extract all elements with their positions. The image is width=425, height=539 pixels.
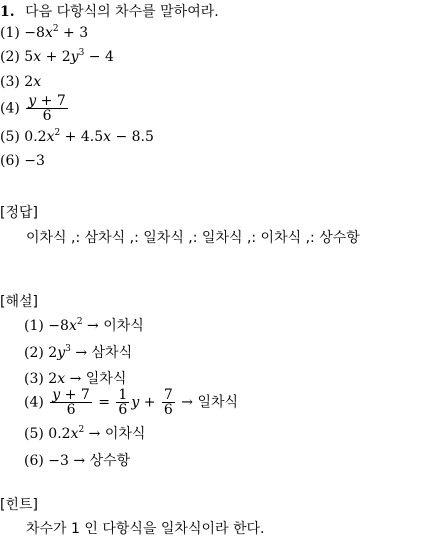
hint-heading: [힌트] (0, 497, 38, 513)
item-expression: $-8x^2$ (48, 317, 83, 334)
arrow-icon: → (181, 394, 198, 411)
item-label: (6) (24, 453, 44, 469)
question-number: 1. (0, 4, 15, 20)
item-expression: $0.2x^2$ (48, 425, 85, 442)
question-title (0, 2, 219, 22)
item-expression: $5x + 2y^3 - 4$ (24, 48, 114, 65)
item-label: (3) (0, 74, 20, 90)
item-label: (5) (24, 426, 44, 442)
question-item-1 (0, 23, 88, 43)
hint-text: 차수가 1 인 다항식을 일차식이라 한다. (26, 521, 265, 537)
variable: y (131, 394, 140, 411)
item-label: (1) (24, 318, 44, 334)
plus-sign: + (143, 394, 156, 411)
item-expression: 2x (48, 371, 66, 387)
item-label: (1) (0, 25, 20, 41)
question-item-2 (0, 47, 114, 67)
explanation-item-6 (24, 451, 130, 471)
item-label: (4) (0, 100, 20, 117)
answer-heading: [정답] (0, 205, 38, 221)
arrow-icon: → (75, 345, 92, 361)
explanation-item-5 (24, 424, 145, 444)
arrow-icon: → (73, 453, 90, 469)
explanation-item-2 (24, 343, 132, 363)
arrow-icon: → (88, 426, 105, 442)
item-expression: 2x (24, 74, 42, 90)
arrow-icon: → (69, 371, 86, 387)
item-result: 이차식 (104, 426, 146, 442)
item-label: (4) (24, 394, 44, 411)
explanation-item-1 (24, 316, 144, 336)
fraction: $\frac{7}{6}$ (163, 387, 173, 418)
item-label: (2) (24, 345, 44, 361)
item-label: (2) (0, 49, 20, 65)
item-label: (5) (0, 129, 20, 145)
equals-sign: = (98, 394, 110, 411)
item-label: (3) (24, 371, 44, 387)
item-label: (6) (0, 153, 20, 169)
fraction: $\frac{y + 7}{6}$ (28, 93, 66, 124)
item-result: 삼차식 (91, 345, 133, 361)
question-item-6 (0, 151, 45, 171)
item-expression: $-8x^2 + 3$ (24, 24, 89, 41)
question-item-5 (0, 127, 154, 147)
answer-text: 이차식 ,: 삼차식 ,: 일차식 ,: 일차식 ,: 이차식 ,: 상수항 (26, 230, 360, 246)
explanation-heading: [해설] (0, 294, 38, 310)
explanation-item-3 (24, 369, 126, 389)
item-expression: −3 (48, 453, 69, 469)
item-result: 일차식 (85, 371, 127, 387)
item-expression: $2y^3$ (48, 344, 71, 361)
question-item-3 (0, 72, 41, 92)
question-text: 다음 다항식의 차수를 말하여라. (25, 4, 219, 20)
arrow-icon: → (87, 318, 104, 334)
item-expression: −3 (24, 153, 45, 169)
item-result: 이차식 (103, 318, 144, 334)
item-result: 상수항 (89, 453, 131, 469)
question-item-4 (0, 94, 70, 123)
fraction: $\frac{1}{6}$ (118, 387, 128, 418)
item-result: 일차식 (197, 394, 239, 411)
item-expression: $0.2x^2 + 4.5x - 8.5$ (24, 128, 154, 145)
fraction: $\frac{y + 7}{6}$ (52, 387, 90, 418)
explanation-item-4 (24, 388, 238, 417)
